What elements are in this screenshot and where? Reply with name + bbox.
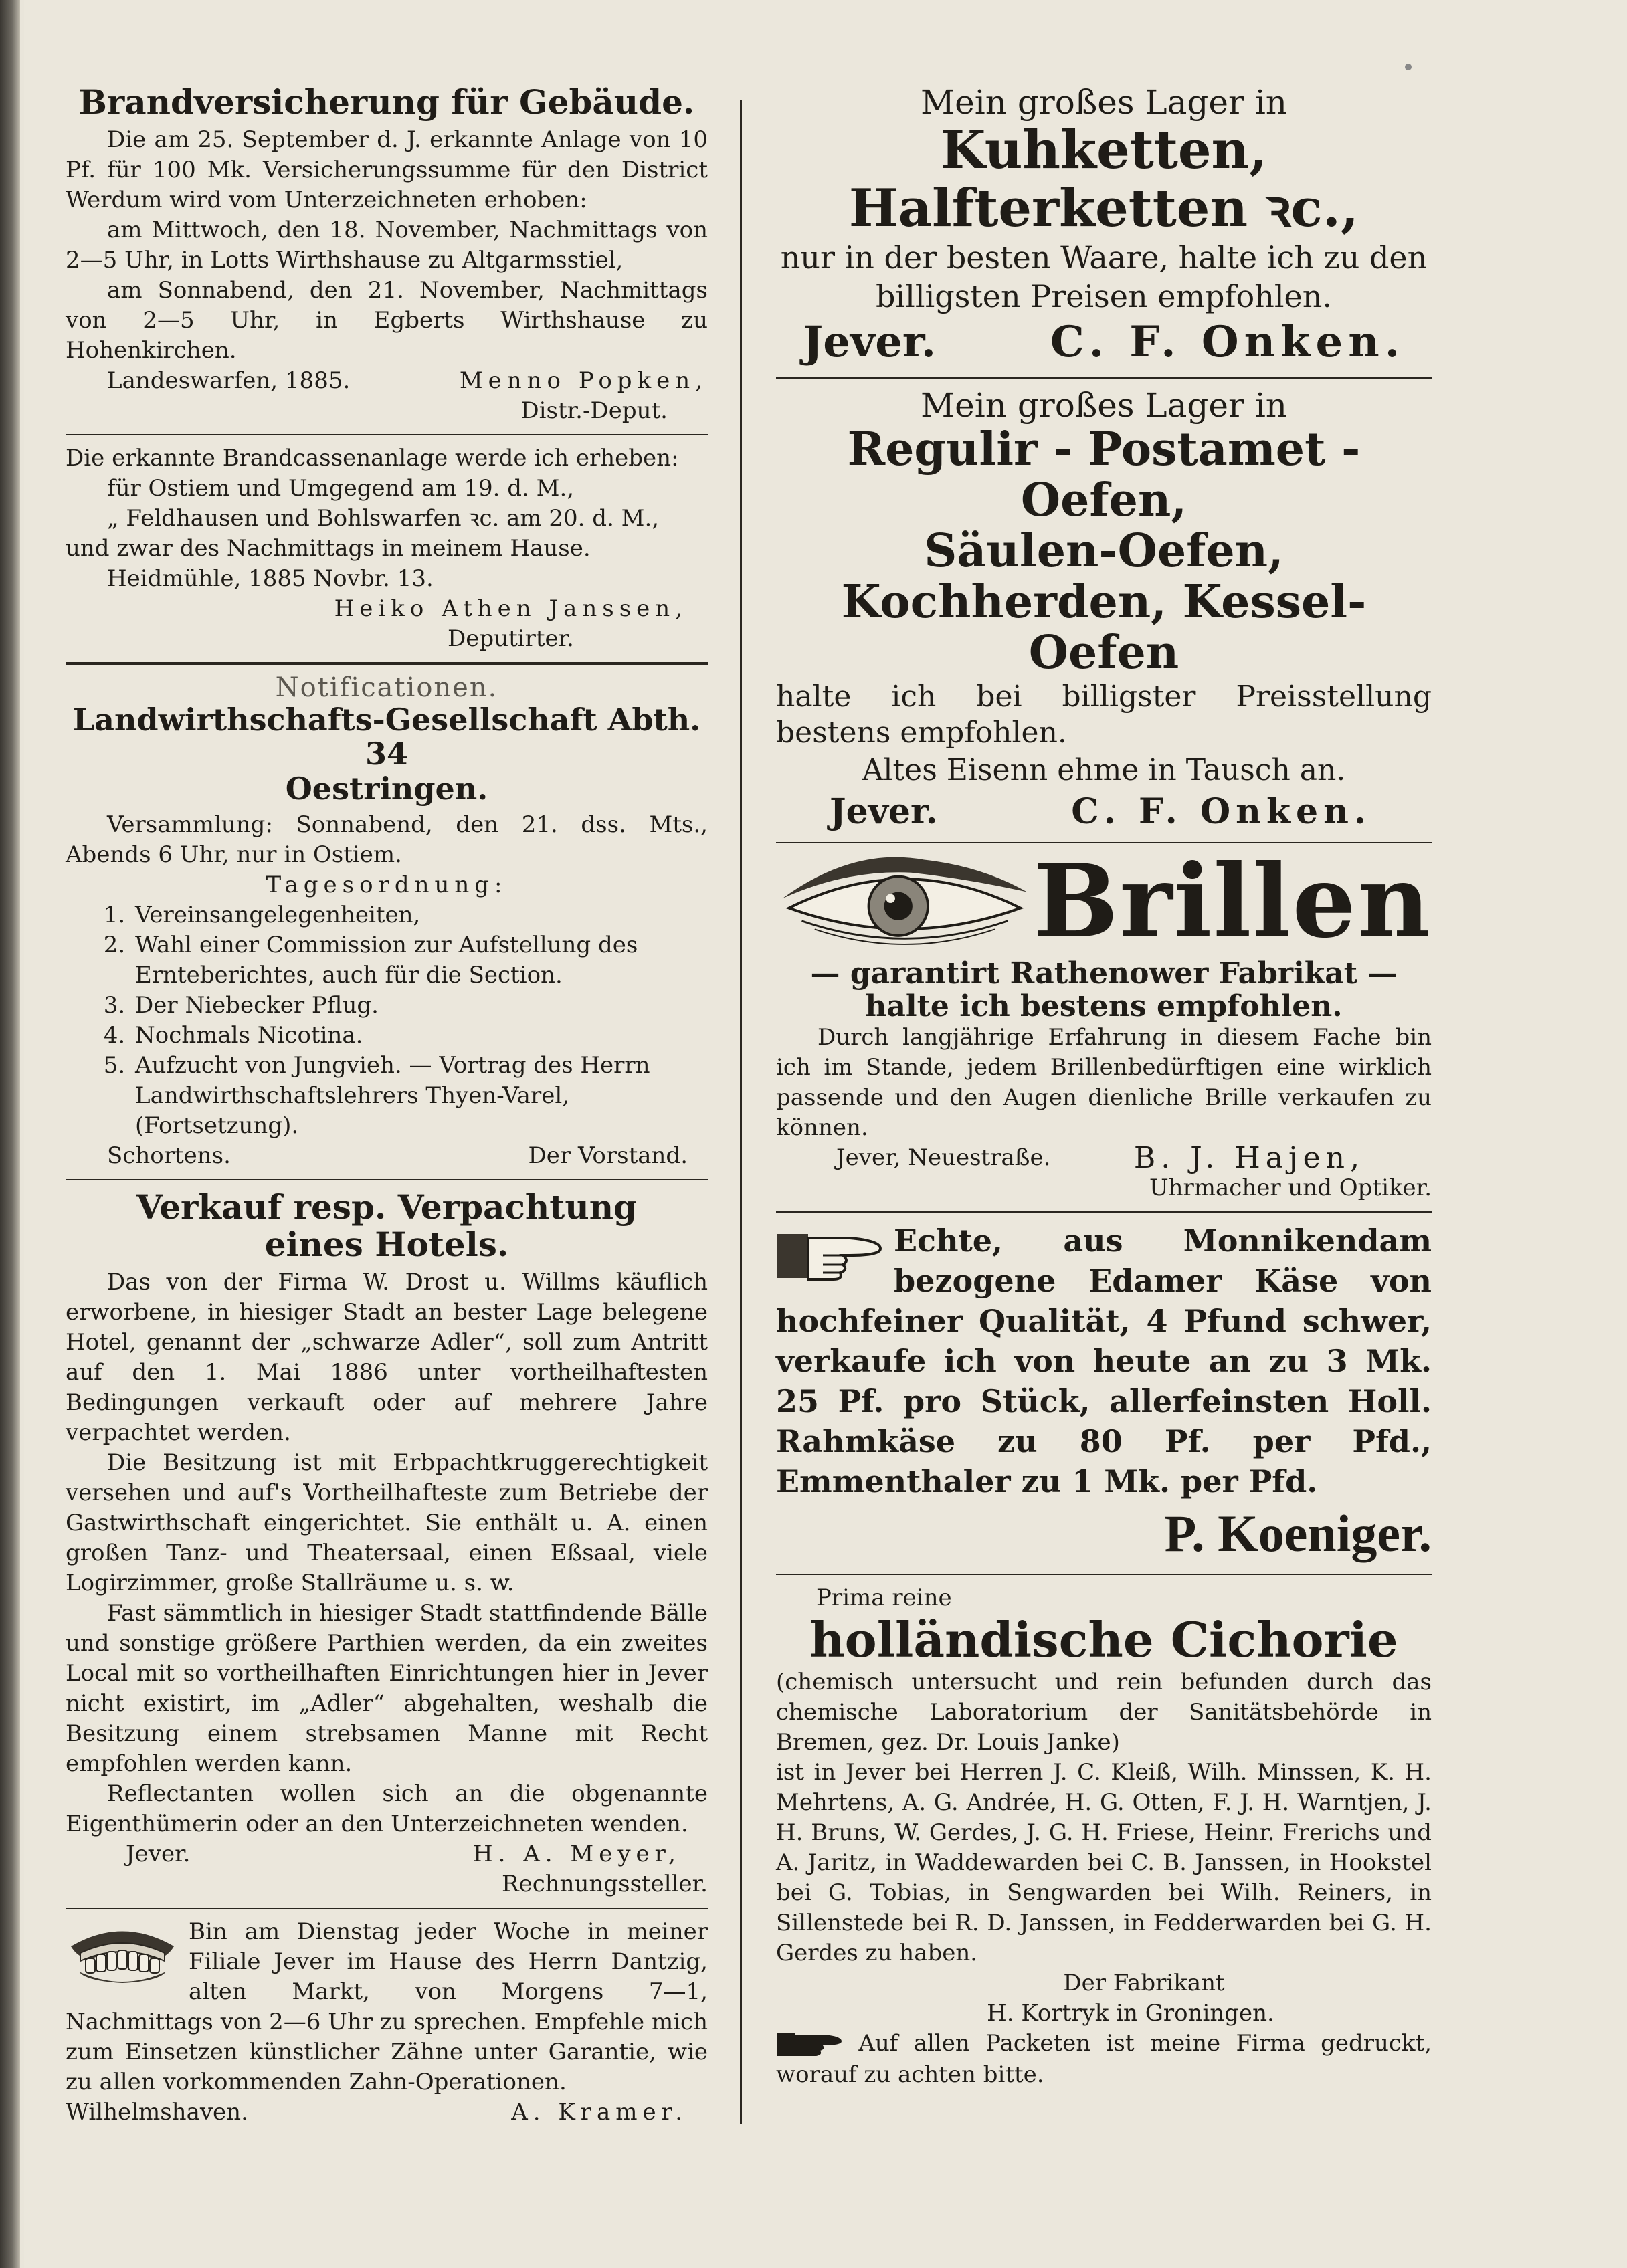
ad-paragraph: Fast sämmtlich in hiesiger Stadt stattfindende Bälle und sonstige größere Parthien werden, da ein zweites Local mit so vortheilhaften Einrichtungen hier in Jever nicht existirt, im „Adler“ abgehalten, weshalb die Besitzung einem strebsamen Manne mit Recht empfohlen werden kann.: [66, 1600, 708, 1778]
place-date: Heidmühle, 1885 Novbr. 13.: [107, 565, 434, 592]
product-name: Säulen-Oefen,: [924, 524, 1284, 579]
product-name: holländische Cichorie: [809, 1611, 1398, 1669]
town: Jever.: [803, 316, 937, 367]
signer-name: H. Kortryk in Groningen.: [987, 1999, 1274, 2027]
signer-name: Der Vorstand.: [528, 1142, 688, 1170]
agenda-item: 4. Nochmals Nicotina.: [132, 1021, 708, 1051]
ad-paragraph: (chemisch untersucht und rein befunden durch das chemische Laboratorium der Sanitätsbehörde in Bremen, gez. Dr. Louis Janke): [776, 1668, 1432, 1756]
signer-name: Heiko Athen Janssen,: [334, 595, 688, 622]
oefen-ad: [776, 387, 1432, 834]
signature-row: [66, 366, 708, 396]
brandcassen-ad: [66, 443, 708, 654]
signer-role: Deputirter.: [448, 625, 574, 652]
ad-paragraph: Bin am Dienstag jeder Woche in meiner Filiale Jever im Hause des Herrn Dantzig, alten Markt, von Morgens 7—1, Nachmittags von 2—6 Uhr zu sprechen. Empfehle mich zum Einsetzen künstlicher Zähne unter Garantie, wie zu allen vorkommenden Zahn-Operationen.: [66, 1918, 708, 2096]
ad-paragraph: halte ich bei billigster Preisstellung bestens empfohlen.: [776, 679, 1432, 750]
ad-paragraph: Echte, aus Monnikendam bezogene Edamer Käse von hochfeiner Qualität, 4 Pfund schwer, verkaufe ich von heute an zu 3 Mk. 25 Pf. pro Stück, allerfeinsten Holl. Rahmkäse zu 80 Pf. per Pfd., Emmenthaler zu 1 Mk. per Pfd.: [776, 1223, 1432, 1500]
product-name: Regulir - Postamet - Oefen,: [847, 422, 1361, 527]
product-name: Kochherden, Kessel-Oefen: [841, 575, 1367, 680]
ketten-ad: [776, 84, 1432, 369]
section-divider: [66, 1908, 708, 1909]
agenda-item: 2. Wahl einer Commission zur Aufstellung des Ernteberichtes, auch für die Section.: [132, 930, 708, 991]
firm-row: [776, 790, 1432, 834]
brandversicherung-ad: [66, 84, 708, 426]
section-divider: [776, 377, 1432, 379]
ad-paragraph: Die Besitzung ist mit Erbpachtkruggerechtigkeit versehen und auf's Vortheilhafteste zum Betriebe der Gastwirthschaft eingerichtet. Sie enthält u. A. einen großen Tanz- und Theatersaal, einen Eßsaal, viele Logirzimmer, große Stallräume u. s. w.: [66, 1449, 708, 1597]
signer-name: A. Kramer.: [511, 2099, 688, 2126]
brillen-header: [776, 842, 1432, 960]
place: Wilhelmshaven.: [66, 2099, 248, 2126]
agenda-heading: Tagesordnung:: [266, 871, 508, 899]
notifications-section: [66, 673, 708, 1171]
eye-icon: [776, 851, 1034, 952]
society-subtitle: Oestringen.: [285, 770, 488, 807]
place: Jever, Neuestraße.: [836, 1144, 1051, 1172]
signer-name: H. A. Meyer,: [472, 1841, 681, 1868]
section-divider: [66, 1179, 708, 1180]
brillen-ad: [776, 842, 1432, 1204]
signature-row: [776, 1141, 1432, 1176]
ad-subtitle: halte ich bestens empfohlen.: [865, 989, 1343, 1023]
ad-paragraph: nur in der besten Waare, halte ich zu den billigsten Preisen empfohlen.: [780, 239, 1428, 314]
society-title: Landwirthschafts-Gesellschaft Abth. 34: [72, 701, 701, 772]
ad-title: Verkauf resp. Verpachtung: [136, 1187, 638, 1227]
column-divider: [740, 100, 742, 2124]
paper-spot: [1405, 64, 1412, 70]
ad-title: Brandversicherung für Gebäude.: [78, 82, 695, 122]
ad-note: [776, 2029, 1432, 2090]
section-heading: Notificationen.: [275, 672, 498, 703]
ad-subtitle: — garantirt Rathenower Fabrikat —: [810, 956, 1398, 991]
place: Schortens.: [107, 1142, 231, 1170]
signer-role: Uhrmacher und Optiker.: [1149, 1174, 1432, 1202]
firm-name: C. F. Onken.: [1050, 316, 1405, 367]
signature-row: [66, 2097, 708, 2128]
ad-intro: Mein großes Lager in: [920, 83, 1288, 122]
agenda-item: 3. Der Niebecker Pflug.: [132, 991, 708, 1021]
town: Jever.: [830, 791, 938, 832]
ad-paragraph: Das von der Firma W. Drost u. Willms käuflich erworbene, in hiesiger Stadt an bester Lage belegene Hotel, genannt der „schwarze Adler“, soll zum Antritt auf den 1. Mai 1886 unter vortheilhaftesten Bedingungen verkauft oder auf mehrere Jahre verpachtet werden.: [66, 1269, 708, 1447]
left-column: [66, 84, 708, 2128]
ad-subtitle: eines Hotels.: [264, 1225, 509, 1265]
firm-name: C. F. Onken.: [1071, 791, 1371, 832]
ad-paragraph: ist in Jever bei Herren J. C. Kleiß, Wilh. Minssen, K. H. Mehrtens, A. G. Andrée, H. G. Otten, F. J. H. Warntjen, J. H. Bruns, W. Gerdes, J. G. H. Friese, Heinr. Frerichs und A. Jaritz, in Waddewarden bei C. B. Janssen, in Hookstel bei G. Tobias, in Sengwarden bei Wilh. Reiners, in Sillenstede bei R. D. Janssen, in Fedderwarden bei G. H. Gerdes zu haben.: [776, 1758, 1432, 1966]
agenda-item: 1. Vereinsangelegenheiten,: [132, 900, 708, 930]
right-column: [776, 84, 1432, 2090]
denture-icon: [66, 1920, 179, 1986]
signer-role: Rechnungssteller.: [502, 1871, 708, 1898]
dentist-ad: [66, 1917, 708, 2128]
ad-paragraph: und zwar des Nachmittags in meinem Hause.: [66, 535, 591, 562]
place: Jever.: [126, 1841, 191, 1868]
signer-role: Distr.-Deput.: [520, 397, 668, 424]
section-divider: [66, 434, 708, 435]
pointing-hand-icon: [776, 1226, 883, 1286]
meeting-info: Versammlung: Sonnabend, den 21. dss. Mts., Abends 6 Uhr, nur in Ostiem.: [66, 811, 708, 869]
ad-paragraph: am Mittwoch, den 18. November, Nachmittags von 2—5 Uhr, in Lotts Wirthshause zu Altgarmsstiel,: [66, 217, 708, 274]
pointing-hand-icon: [776, 2029, 843, 2060]
ad-paragraph: Die am 25. September d. J. erkannte Anlage von 10 Pf. für 100 Mk. Versicherungssumme für den District Werdum wird vom Unterzeichneten erhoben:: [66, 126, 708, 213]
section-divider: [776, 1574, 1432, 1575]
ad-paragraph: für Ostiem und Umgegend am 19. d. M.,: [107, 475, 575, 502]
section-divider: [66, 662, 708, 665]
ad-paragraph: am Sonnabend, den 21. November, Nachmittags von 2—5 Uhr, in Egberts Wirthshause zu Hohenkirchen.: [66, 277, 708, 364]
section-divider: [776, 1211, 1432, 1213]
ad-paragraph: Altes Eisenn ehme in Tausch an.: [862, 752, 1346, 787]
firm-row: [776, 316, 1432, 369]
note-text: Auf allen Packeten ist meine Firma gedruckt, worauf zu achten bitte.: [776, 2029, 1432, 2088]
agenda-list: [66, 900, 708, 1141]
signer-role: Der Fabrikant: [1063, 1969, 1225, 1996]
agenda-item: 5. Aufzucht von Jungvieh. — Vortrag des Herrn Landwirthschaftslehrers Thyen-Varel, (Fortsetzung).: [132, 1051, 708, 1141]
kaese-ad: [776, 1221, 1432, 1566]
ad-intro: Mein großes Lager in: [920, 385, 1288, 425]
hotel-ad: [66, 1189, 708, 1899]
product-name: Kuhketten,: [940, 120, 1268, 181]
firm-name: P. Koeniger.: [1164, 1504, 1432, 1563]
ad-paragraph: Durch langjährige Erfahrung in diesem Fache bin ich im Stande, jedem Brillenbedürftigen eine wirklich passende und den Augen dienliche Brille verkaufen zu können.: [776, 1024, 1432, 1142]
book-spine-edge: [0, 0, 20, 2268]
cichorie-ad: [776, 1583, 1432, 2090]
signature-row: [66, 1141, 708, 1171]
ad-paragraph: „ Feldhausen und Bohlswarfen ꝛc. am 20. d. M.,: [107, 505, 660, 532]
ad-paragraph: Die erkannte Brandcassenanlage werde ich erheben:: [66, 445, 679, 472]
signer-name: Menno Popken,: [459, 367, 708, 394]
brillen-title: Brillen: [1033, 842, 1432, 960]
signer-name: B. J. Hajen,: [1133, 1141, 1365, 1176]
ad-paragraph: Reflectanten wollen sich an die obgenannte Eigenthümerin oder an den Unterzeichneten wenden.: [66, 1780, 708, 1838]
signature-row: [66, 1839, 708, 1869]
product-name: Halfterketten ꝛc.,: [848, 178, 1359, 239]
ad-intro: Prima reine: [816, 1584, 952, 1612]
place-date: Landeswarfen, 1885.: [107, 367, 351, 394]
